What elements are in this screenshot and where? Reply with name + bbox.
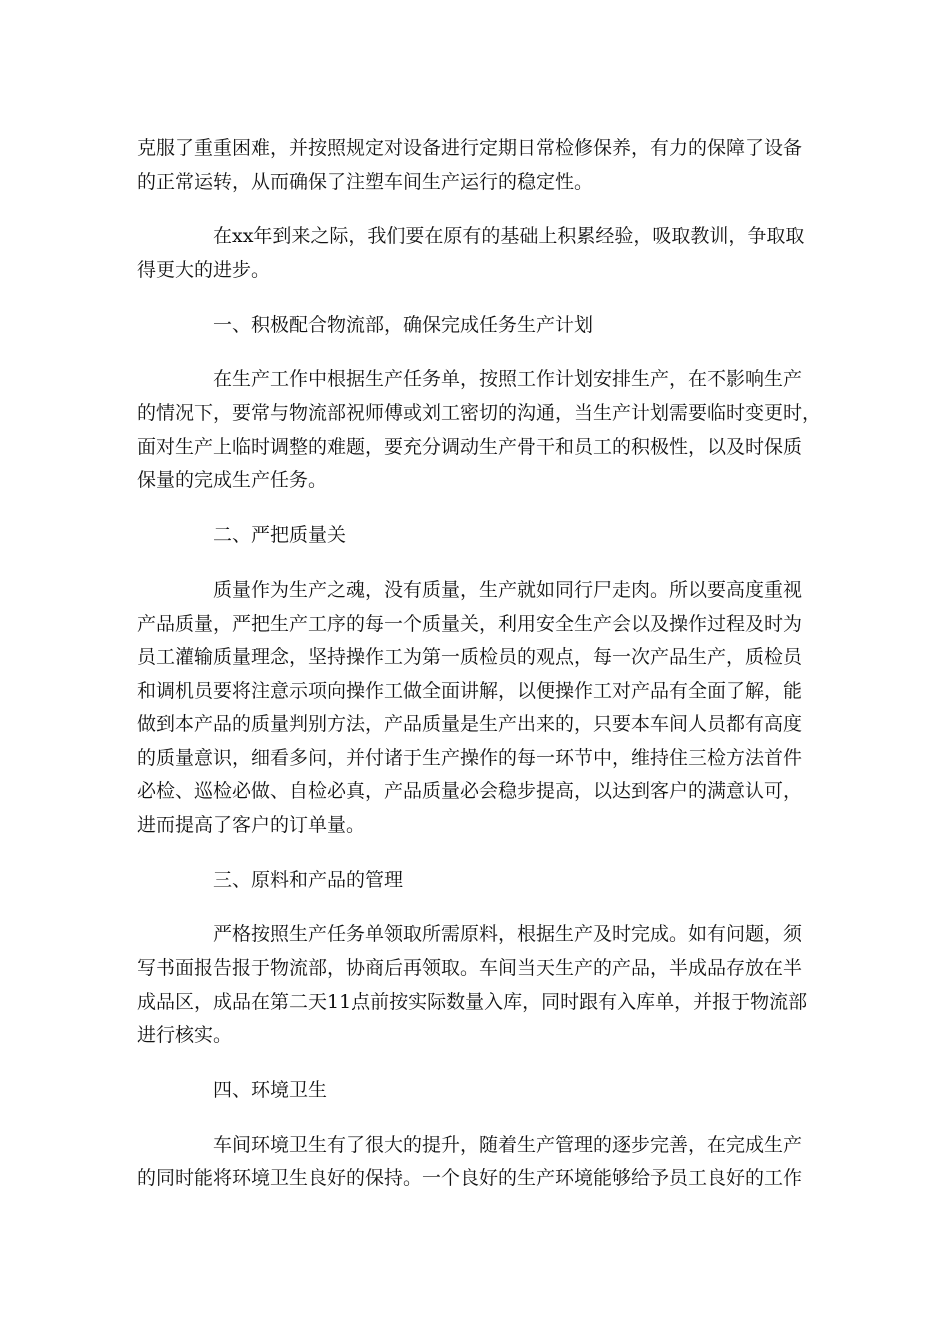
paragraph-line: 车间环境卫生有了很大的提升，随着生产管理的逐步完善，在完成生产: [213, 1134, 803, 1156]
paragraph-line: 和调机员要将注意示项向操作工做全面讲解，以便操作工对产品有全面了解，能: [137, 680, 803, 702]
paragraph-line: 保量的完成生产任务。: [137, 469, 328, 491]
paragraph-line: 质量作为生产之魂，没有质量，生产就如同行尸走肉。所以要高度重视: [213, 579, 803, 601]
section-heading: 一、积极配合物流部，确保完成任务生产计划: [213, 314, 594, 336]
paragraph-line: 在xx年到来之际，我们要在原有的基础上积累经验，吸取教训，争取取: [213, 225, 805, 247]
section-heading: 二、严把质量关: [213, 524, 347, 546]
paragraph-line: 成品区，成品在第二天11点前按实际数量入库，同时跟有入库单，并报于物流部: [137, 991, 808, 1013]
paragraph-line: 的情况下，要常与物流部祝师傅或刘工密切的沟通，当生产计划需要临时变更时，: [137, 402, 822, 424]
paragraph-line: 克服了重重困难，并按照规定对设备进行定期日常检修保养，有力的保障了设备: [137, 137, 803, 159]
section-heading: 三、原料和产品的管理: [213, 869, 404, 891]
paragraph-line: 严格按照生产任务单领取所需原料，根据生产及时完成。如有问题，须: [213, 923, 803, 945]
paragraph-line: 进而提高了客户的订单量。: [137, 814, 366, 836]
paragraph-line: 进行核实。: [137, 1024, 233, 1046]
paragraph-line: 做到本产品的质量判别方法，产品质量是生产出来的，只要本车间人员都有高度: [137, 713, 803, 735]
paragraph-line: 的同时能将环境卫生良好的保持。一个良好的生产环境能够给予员工良好的工作: [137, 1167, 803, 1189]
paragraph-line: 必检、巡检必做、自检必真，产品质量必会稳步提高，以达到客户的满意认可，: [137, 780, 803, 802]
paragraph-line: 在生产工作中根据生产任务单，按照工作计划安排生产，在不影响生产: [213, 368, 803, 390]
paragraph-line: 得更大的进步。: [137, 259, 271, 281]
paragraph-line: 写书面报告报于物流部，协商后再领取。车间当天生产的产品，半成品存放在半: [137, 957, 803, 979]
paragraph-line: 产品质量，严把生产工序的每一个质量关，利用安全生产会以及操作过程及时为: [137, 613, 803, 635]
paragraph-line: 的质量意识，细看多问，并付诸于生产操作的每一环节中，维持住三检方法首件: [137, 747, 803, 769]
section-heading: 四、环境卫生: [213, 1079, 328, 1101]
paragraph-line: 面对生产上临时调整的难题，要充分调动生产骨干和员工的积极性，以及时保质: [137, 436, 803, 458]
paragraph-line: 的正常运转，从而确保了注塑车间生产运行的稳定性。: [137, 171, 594, 193]
paragraph-line: 员工灌输质量理念，坚持操作工为第一质检员的观点，每一次产品生产，质检员: [137, 646, 803, 668]
